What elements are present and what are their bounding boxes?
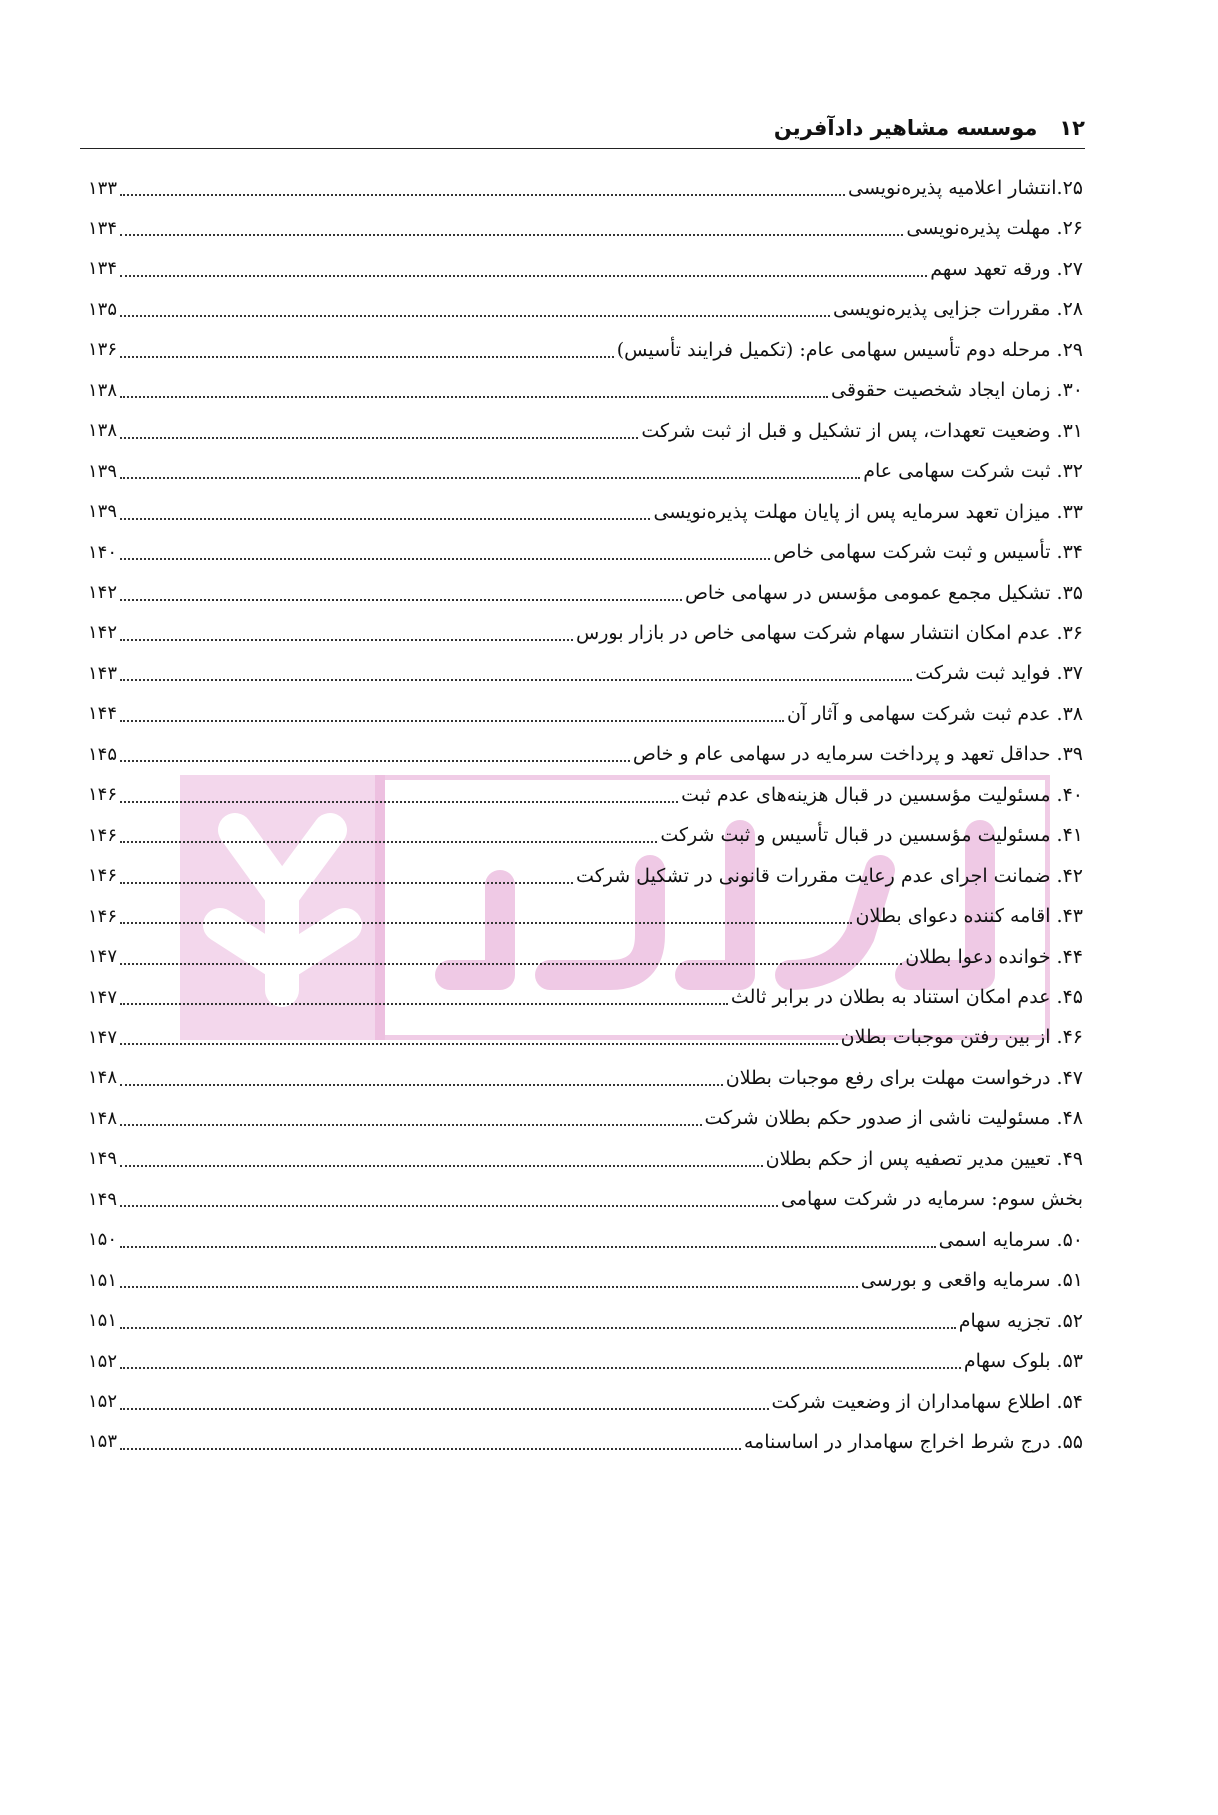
toc-entry	[88, 1139, 1083, 1179]
toc-entry-title: ۵۳. بلوک سهام	[963, 1350, 1083, 1373]
publisher-name: موسسه مشاهیر دادآفرین	[773, 116, 1038, 140]
toc-dot-leader	[120, 868, 573, 884]
toc-dot-leader	[120, 261, 927, 277]
toc-entry	[88, 815, 1083, 855]
toc-entry-title: ۳۱. وضعیت تعهدات، پس از تشکیل و قبل از ثبت شرکت	[641, 419, 1083, 442]
toc-entry-page: ۱۴۲	[88, 622, 118, 644]
toc-entry-page: ۱۳۹	[88, 460, 118, 482]
toc-dot-leader	[120, 180, 845, 196]
toc-entry-page: ۱۳۸	[88, 420, 118, 442]
toc-entry-page: ۱۴۷	[88, 946, 118, 968]
toc-entry	[88, 1179, 1083, 1219]
toc-dot-leader	[120, 342, 614, 358]
toc-dot-leader	[120, 1353, 961, 1369]
page-number: ۱۲	[1059, 116, 1085, 140]
toc-dot-leader	[120, 949, 902, 965]
toc-entry	[88, 856, 1083, 896]
toc-entry-title: ۴۵. عدم امکان استناد به بطلان در برابر ثالث	[730, 986, 1083, 1008]
toc-dot-leader	[120, 625, 573, 641]
toc-entry-title: ۳۶. عدم امکان انتشار سهام شرکت سهامی خاص در بازار بورس	[576, 621, 1083, 644]
toc-dot-leader	[120, 1434, 741, 1450]
toc-entry	[88, 411, 1083, 451]
toc-entry-title: ۴۰. مسئولیت مؤسسین در قبال هزینه‌های عدم ثبت	[681, 783, 1083, 806]
toc-entry-page: ۱۴۷	[88, 1026, 118, 1048]
toc-entry-page: ۱۳۸	[88, 379, 118, 401]
toc-entry-page: ۱۳۳	[88, 177, 118, 199]
toc-entry-title: ۴۱. مسئولیت مؤسسین در قبال تأسیس و ثبت شرکت	[660, 824, 1083, 847]
toc-dot-leader	[120, 220, 903, 236]
toc-entry-title: ۳۹. حداقل تعهد و پرداخت سرمایه در سهامی عام و خاص	[632, 743, 1083, 766]
toc-dot-leader	[120, 827, 657, 843]
toc-entry-page: ۱۴۶	[88, 784, 118, 806]
toc-entry-page: ۱۵۲	[88, 1391, 118, 1412]
toc-entry-title: ۵۲. تجزیه سهام	[958, 1309, 1083, 1332]
toc-entry	[88, 1098, 1083, 1138]
toc-entry-title: ۴۴. خوانده دعوا بطلان	[905, 945, 1083, 968]
toc-entry	[88, 896, 1083, 936]
toc-entry	[88, 1260, 1083, 1300]
toc-entry	[88, 937, 1083, 977]
toc-entry-page: ۱۴۳	[88, 662, 118, 684]
toc-entry-page: ۱۴۷	[88, 986, 118, 1008]
toc-entry	[88, 208, 1083, 248]
toc-entry-page: ۱۴۸	[88, 1067, 118, 1089]
toc-entry	[88, 1017, 1083, 1057]
toc-entry	[88, 775, 1083, 815]
toc-entry	[88, 573, 1083, 613]
toc-entry-title: ۴۷. درخواست مهلت برای رفع موجبات بطلان	[725, 1066, 1083, 1089]
toc-entry-page: ۱۴۰	[88, 541, 118, 563]
toc-entry-title: ۴۶. از بین رفتن موجبات بطلان	[840, 1026, 1083, 1049]
toc-entry-title: ۲۵.انتشار اعلامیه پذیره‌نویسی	[848, 177, 1083, 199]
toc-entry-title: ۴۸. مسئولیت ناشی از صدور حکم بطلان شرکت	[704, 1107, 1083, 1130]
toc-entry-page: ۱۳۴	[88, 258, 118, 280]
toc-entry	[88, 613, 1083, 653]
toc-entry-title: ۳۷. فواید ثبت شرکت	[915, 662, 1083, 685]
toc-entry-title: بخش سوم: سرمایه در شرکت سهامی	[781, 1188, 1083, 1211]
toc-entry-page: ۱۴۹	[88, 1148, 118, 1170]
toc-entry	[88, 1220, 1083, 1260]
toc-dot-leader	[120, 665, 912, 681]
toc-dot-leader	[120, 1070, 723, 1086]
toc-dot-leader	[120, 301, 830, 317]
toc-entry-title: ۲۶. مهلت پذیره‌نویسی	[906, 217, 1083, 240]
toc-dot-leader	[120, 1029, 838, 1045]
toc-dot-leader	[120, 1232, 936, 1248]
toc-entry-page: ۱۴۲	[88, 582, 118, 603]
toc-entry-title: ۳۰. زمان ایجاد شخصیت حقوقی	[831, 379, 1083, 402]
toc-entry-title: ۳۵. تشکیل مجمع عمومی مؤسس در سهامی خاص	[684, 581, 1083, 604]
toc-entry-page: ۱۵۳	[88, 1431, 118, 1453]
toc-entry-page: ۱۴۸	[88, 1107, 118, 1129]
toc-entry-title: ۳۳. میزان تعهد سرمایه پس از پایان مهلت پذیره‌نویسی	[653, 500, 1083, 523]
toc-dot-leader	[120, 1272, 858, 1288]
toc-entry	[88, 734, 1083, 774]
toc-dot-leader	[120, 1313, 956, 1329]
toc-entry-title: ۴۳. اقامه کننده دعوای بطلان	[855, 905, 1083, 928]
toc-entry	[88, 249, 1083, 289]
toc-entry	[88, 532, 1083, 572]
toc-entry	[88, 289, 1083, 329]
toc-entry-page: ۱۳۹	[88, 501, 118, 523]
toc-dot-leader	[120, 544, 770, 560]
toc-entry	[88, 1058, 1083, 1098]
toc-entry	[88, 653, 1083, 693]
toc-dot-leader	[120, 1191, 778, 1207]
toc-entry-page: ۱۵۱	[88, 1310, 118, 1332]
toc-entry-title: ۳۲. ثبت شرکت سهامی عام	[863, 460, 1083, 483]
toc-entry	[88, 492, 1083, 532]
toc-dot-leader	[120, 1110, 701, 1126]
toc-entry-page: ۱۴۶	[88, 905, 118, 927]
toc-entry-title: ۲۹. مرحله دوم تأسیس سهامی عام: (تکمیل فرایند تأسیس)	[616, 338, 1083, 361]
toc-entry	[88, 1341, 1083, 1381]
toc-entry-title: ۴۲. ضمانت اجرای عدم رعایت مقررات قانونی در تشکیل شرکت	[576, 864, 1083, 887]
toc-entry-title: ۲۸. مقررات جزایی پذیره‌نویسی	[833, 298, 1083, 321]
toc-dot-leader	[120, 908, 852, 924]
toc-dot-leader	[120, 746, 630, 762]
toc-entry-page: ۱۳۵	[88, 298, 118, 320]
toc-entry	[88, 1301, 1083, 1341]
toc-entry-page: ۱۵۲	[88, 1350, 118, 1372]
toc-entry	[88, 977, 1083, 1017]
toc-dot-leader	[120, 706, 784, 722]
toc-dot-leader	[120, 463, 860, 479]
toc-entry-page: ۱۴۶	[88, 865, 118, 887]
toc-entry-title: ۵۱. سرمایه واقعی و بورسی	[860, 1269, 1083, 1292]
toc-dot-leader	[120, 423, 638, 439]
toc-entry	[88, 168, 1083, 208]
toc-entry	[88, 370, 1083, 410]
toc-entry-page: ۱۵۱	[88, 1269, 118, 1291]
toc-dot-leader	[120, 787, 678, 803]
toc-entry-title: ۵۰. سرمایه اسمی	[938, 1228, 1083, 1251]
toc-entry-page: ۱۳۶	[88, 339, 118, 361]
toc-entry-title: ۳۴. تأسیس و ثبت شرکت سهامی خاص	[773, 541, 1083, 564]
toc-entry-page: ۱۴۶	[88, 824, 118, 846]
toc-entry-page: ۱۴۵	[88, 743, 118, 765]
toc-entry-page: ۱۴۴	[88, 703, 118, 725]
toc-entry	[88, 1422, 1083, 1462]
toc-dot-leader	[120, 585, 682, 601]
toc-entry-page: ۱۳۴	[88, 217, 118, 239]
toc-dot-leader	[120, 1151, 763, 1167]
toc-entry-title: ۵۵. درج شرط اخراج سهامدار در اساسنامه	[743, 1430, 1083, 1453]
toc-entry-page: ۱۴۹	[88, 1188, 118, 1210]
toc-dot-leader	[120, 989, 728, 1005]
toc-entry	[88, 694, 1083, 734]
toc-entry	[88, 451, 1083, 491]
toc-entry-title: ۲۷. ورقه تعهد سهم	[930, 257, 1083, 280]
toc-entry	[88, 330, 1083, 370]
toc-entry-title: ۵۴. اطلاع سهامداران از وضعیت شرکت	[771, 1390, 1083, 1413]
toc-entry-title: ۴۹. تعیین مدیر تصفیه پس از حکم بطلان	[765, 1147, 1083, 1170]
toc-dot-leader	[120, 382, 828, 398]
toc-entry-page: ۱۵۰	[88, 1229, 118, 1251]
toc-dot-leader	[120, 1394, 769, 1410]
toc-entry-title: ۳۸. عدم ثبت شرکت سهامی و آثار آن	[786, 702, 1083, 725]
toc-entry	[88, 1382, 1083, 1422]
toc-dot-leader	[120, 504, 650, 520]
